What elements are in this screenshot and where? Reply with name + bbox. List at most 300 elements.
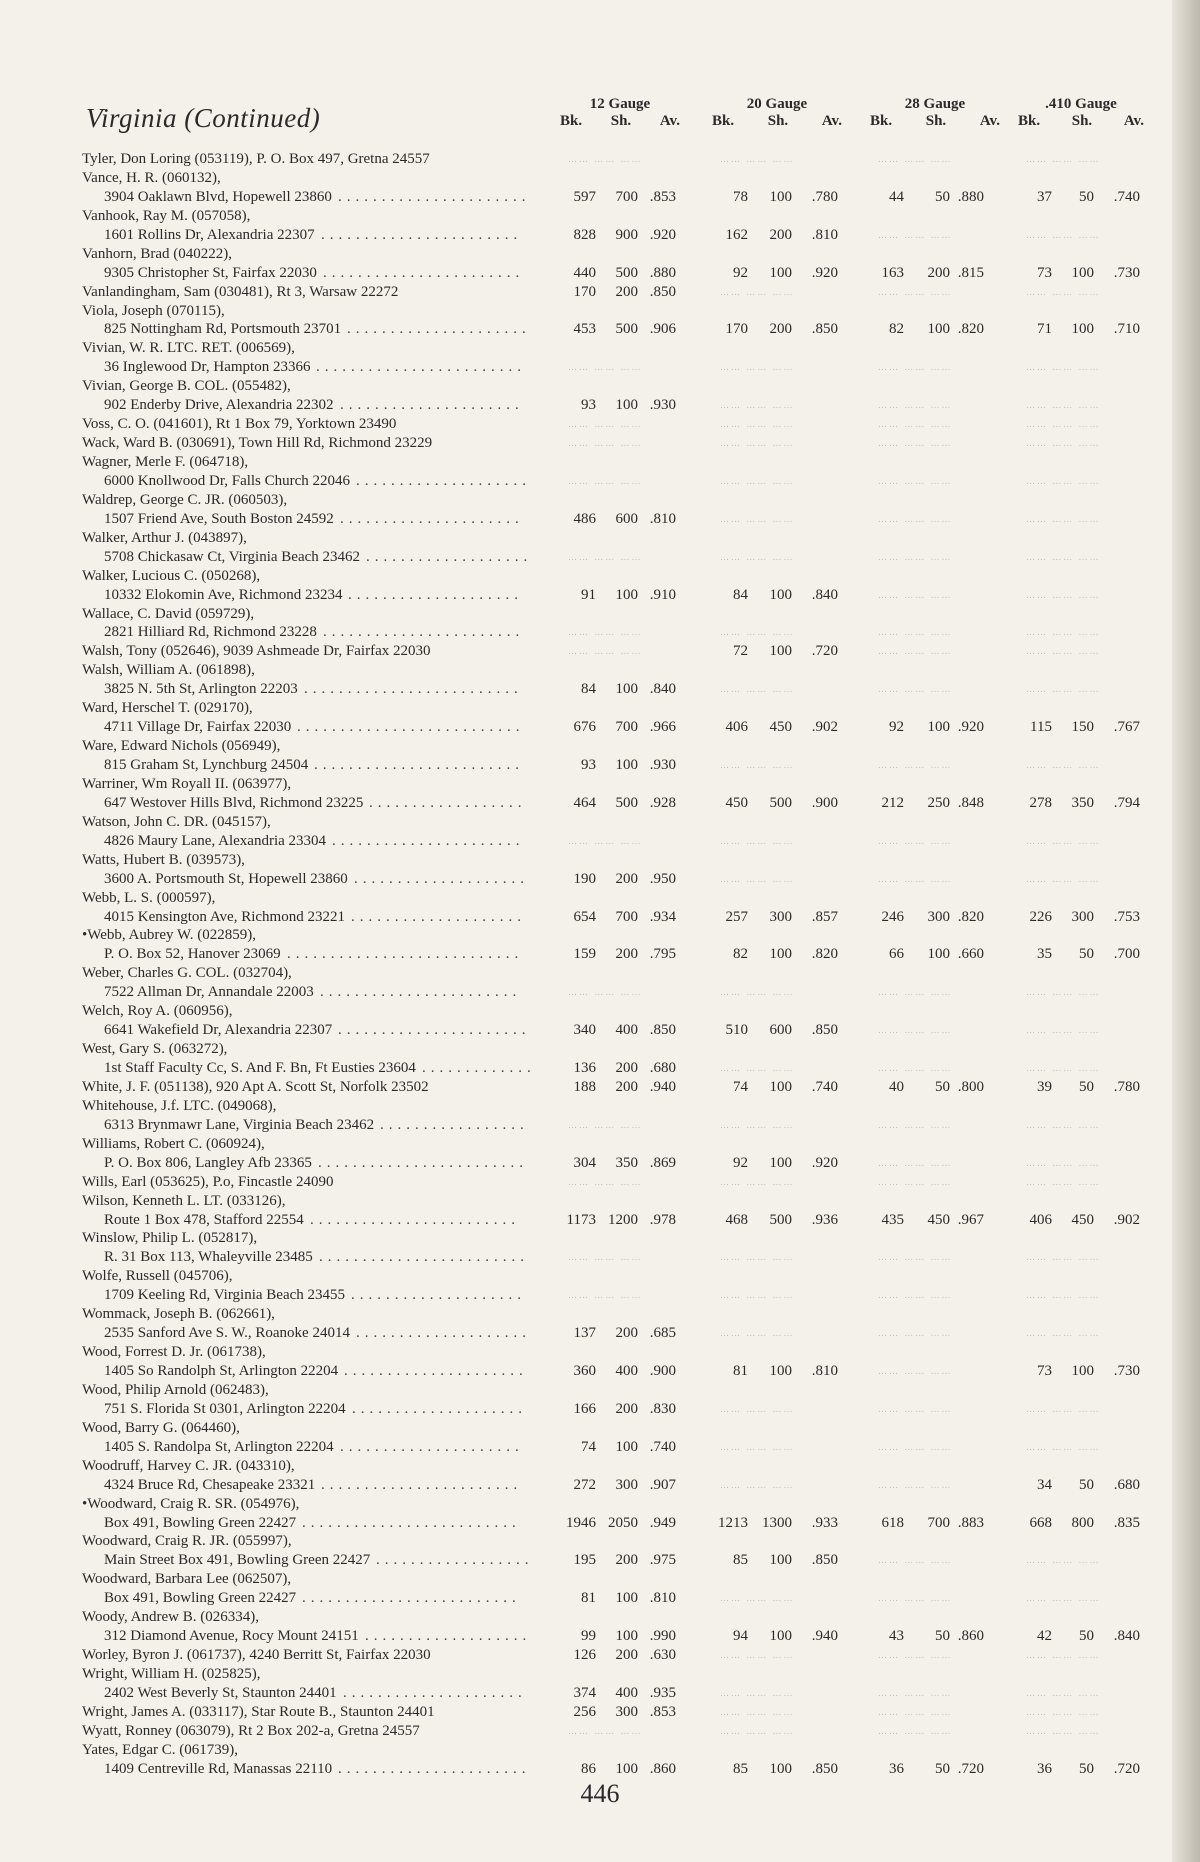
score-cell: 163 [881,264,904,281]
score-cell: 200 [769,321,792,338]
dot-leader: ................... [365,1628,532,1645]
score-cell: 84 [733,586,748,603]
empty-score-leader: …… …… …… [878,1119,953,1130]
score-cell: 166 [573,1400,596,1417]
score-cell: 450 [927,1211,950,1228]
score-cell: 78 [733,188,748,205]
member-entry [82,415,1142,434]
member-address: 902 Enderby Drive, Alexandria 22302 [104,397,334,414]
empty-score-leader: …… …… …… [720,400,795,411]
score-cell: 212 [881,794,904,811]
score-cell: 453 [573,321,596,338]
empty-score-leader: …… …… …… [1026,589,1101,600]
member-entry [82,1305,1142,1343]
dot-leader: .................... [356,1325,531,1342]
empty-score-leader: …… …… …… [1026,1555,1101,1566]
score-cell: 464 [573,794,596,811]
score-cell: .920 [957,719,984,736]
empty-score-leader: …… …… …… [720,1290,795,1301]
score-cell: 92 [889,719,904,736]
score-cell: 100 [615,1438,638,1455]
score-cell: 406 [1029,1211,1052,1228]
dot-leader: ......................... [302,1590,521,1607]
score-cell: 50 [935,188,950,205]
score-cell: .936 [811,1211,838,1228]
score-cell: 85 [733,1760,748,1777]
entry-name-line [82,434,1142,453]
member-address: 1st Staff Faculty Cc, S. And F. Bn, Ft Eusties 23604 [104,1060,416,1076]
score-cell: 81 [581,1590,596,1607]
score-cell: 400 [615,1363,638,1379]
entry-name-line [82,926,1142,945]
entry-name-line [82,1192,1142,1211]
empty-score-leader: …… …… …… [720,154,795,164]
empty-score-leader: …… …… …… [1026,1650,1101,1661]
score-cell: 100 [615,586,638,603]
entry-name-line [82,245,1142,264]
member-name: Williams, Robert C. (060924), [82,1135,265,1152]
empty-score-leader: …… …… …… [1026,873,1101,884]
score-cell: .848 [957,794,984,811]
empty-score-leader: …… …… …… [720,1119,795,1130]
empty-score-leader: …… …… …… [878,1366,953,1376]
entry-name-line [82,1343,1142,1362]
member-name: Whitehouse, J.f. LTC. (049068), [82,1097,277,1114]
empty-score-leader: …… …… …… [878,1593,953,1604]
member-name: Voss, C. O. (041601), Rt 1 Box 79, Yorktown 23490 [82,416,397,433]
member-address: 3825 N. 5th St, Arlington 22203 [104,681,298,698]
score-cell: 440 [573,264,596,281]
entry-name-line [82,1646,1142,1665]
score-cell: 200 [615,283,638,300]
member-name: Vanhook, Ray M. (057058), [82,207,251,224]
score-cell: 100 [927,719,950,736]
score-cell: 374 [573,1684,596,1701]
member-name: Vance, H. R. (060132), [82,169,221,186]
dot-leader: ................. [380,1116,529,1133]
member-name: Wallace, C. David (059729), [82,605,255,622]
score-cell: 100 [769,586,792,603]
member-name: Vivian, W. R. LTC. RET. (006569), [82,340,295,357]
score-cell: .880 [957,188,984,205]
entry-name-line [82,889,1142,908]
empty-score-leader: …… …… …… [568,551,643,562]
score-cell: .935 [649,1684,676,1701]
score-cell: 1300 [762,1514,792,1531]
entry-address-line [82,623,1142,642]
gauge-header [560,96,680,130]
score-cell: 37 [1037,188,1052,205]
entry-name-line [82,1570,1142,1589]
score-cell: 100 [1071,264,1094,281]
entry-address-line [82,1551,1142,1570]
score-cell: 159 [573,946,596,963]
empty-score-leader: …… …… …… [878,1290,953,1301]
entry-name-line [82,1173,1142,1192]
member-entry [82,434,1142,453]
empty-score-leader: …… …… …… [568,1725,643,1736]
dot-leader: ...................... [338,1760,531,1777]
score-cell: 170 [725,321,748,338]
empty-score-leader: …… …… …… [720,1441,795,1452]
score-cell: 93 [581,757,596,773]
score-cell: .934 [649,908,676,925]
empty-score-leader: …… …… …… [568,835,643,846]
score-cell: 300 [615,1476,638,1493]
member-address: 312 Diamond Avenue, Rocy Mount 24151 [104,1628,359,1645]
empty-score-leader: …… …… …… [878,684,953,695]
empty-score-leader: …… …… …… [1026,1403,1101,1414]
gauge-subheader: Bk. [870,113,893,129]
member-name: Woodruff, Harvey C. JR. (043310), [82,1457,295,1474]
member-entry [82,1419,1142,1457]
entry-address-line [82,1438,1142,1457]
empty-score-leader: …… …… …… [568,1290,643,1301]
empty-score-leader: …… …… …… [1026,1252,1101,1263]
score-cell: .800 [957,1078,984,1095]
score-cell: 100 [769,1760,792,1777]
score-cell: 150 [1071,719,1094,736]
member-name: Walsh, Tony (052646), 9039 Ashmeade Dr, Fairfax 22030 [82,643,431,660]
member-entry [82,1495,1142,1533]
member-name: Wommack, Joseph B. (062661), [82,1306,275,1323]
member-entry [82,283,1142,302]
entry-address-line [82,1684,1142,1703]
score-cell: .720 [957,1760,984,1777]
empty-score-leader: …… …… …… [878,551,953,562]
empty-score-leader: …… …… …… [720,760,795,770]
entry-address-line [82,1324,1142,1343]
empty-score-leader: …… …… …… [1026,1290,1101,1301]
score-cell: 400 [615,1022,638,1039]
member-name: Walker, Lucious C. (050268), [82,567,261,584]
entry-name-line [82,1305,1142,1324]
empty-score-leader: …… …… …… [878,589,953,600]
score-cell: .933 [811,1514,838,1531]
entry-name-line [82,302,1142,321]
member-address: 1709 Keeling Rd, Virginia Beach 23455 [104,1287,346,1304]
dot-leader: ..................... [344,1363,528,1379]
member-entry [82,377,1142,415]
empty-score-leader: …… …… …… [720,362,795,373]
member-address: 751 S. Florida St 0301, Arlington 22204 [104,1400,346,1417]
member-name: Wright, James A. (033117), Star Route B., Staunton 24401 [82,1703,435,1720]
dot-leader: ........................... [287,946,524,963]
empty-score-leader: …… …… …… [1026,627,1101,638]
dot-leader: .................. [376,1552,534,1569]
score-cell: .860 [957,1628,984,1645]
empty-score-leader: …… …… …… [1026,438,1101,449]
empty-score-leader: …… …… …… [720,1593,795,1604]
score-cell: .840 [649,681,676,698]
empty-score-leader: …… …… …… [1026,1706,1101,1717]
empty-score-leader: …… …… …… [720,835,795,846]
entry-name-line [82,169,1142,188]
score-cell: .753 [1113,908,1140,925]
score-cell: 200 [615,1078,638,1095]
empty-score-leader: …… …… …… [878,760,953,770]
empty-score-leader: …… …… …… [1026,987,1101,998]
empty-score-leader: …… …… …… [878,154,953,164]
empty-score-leader: …… …… …… [1026,1063,1101,1073]
member-address: 2402 West Beverly St, Staunton 24401 [104,1684,337,1701]
score-cell: .850 [811,1760,838,1777]
score-cell: 81 [733,1363,748,1379]
entry-name-line [82,150,1142,169]
score-cell: 256 [573,1703,596,1720]
gauge-header [712,96,842,130]
member-address: 6641 Wakefield Dr, Alexandria 22307 [104,1022,333,1039]
score-cell: 597 [573,188,596,205]
score-cell: 100 [615,397,638,414]
member-name: West, Gary S. (063272), [82,1041,228,1058]
score-cell: 50 [1079,188,1094,205]
empty-score-leader: …… …… …… [878,1725,953,1736]
gauge-subheader: Sh. [610,113,632,129]
member-address: 1601 Rollins Dr, Alexandria 22307 [104,226,315,243]
entry-name-line [82,661,1142,680]
empty-score-leader: …… …… …… [878,362,953,373]
member-address: 3904 Oaklawn Blvd, Hopewell 23860 [104,188,332,205]
score-cell: .740 [1113,188,1140,205]
member-entry [82,889,1142,927]
entry-address-line [82,832,1142,851]
member-entry [82,339,1142,377]
score-cell: .660 [957,946,984,963]
dot-leader: .................... [356,472,531,489]
score-cell: .850 [811,1022,838,1039]
member-name: Wyatt, Ronney (063079), Rt 2 Box 202-a, Gretna 24557 [82,1722,420,1739]
entry-address-line [82,756,1142,775]
entry-address-line [82,226,1142,245]
entry-name-line [82,964,1142,983]
gauge-subheader: Bk. [1018,113,1041,129]
empty-score-leader: …… …… …… [720,1706,795,1717]
member-entry [82,699,1142,737]
empty-score-leader: …… …… …… [720,438,795,449]
gauge-subheaders [560,113,680,130]
score-cell: 500 [615,321,638,338]
member-address: 6313 Brynmawr Lane, Virginia Beach 23462 [104,1116,375,1133]
empty-score-leader: …… …… …… [720,627,795,638]
member-address: 6000 Knollwood Dr, Falls Church 22046 [104,472,351,489]
entry-address-line [82,908,1142,927]
member-address: 7522 Allman Dr, Annandale 22003 [104,984,314,1001]
dot-leader: ....................... [321,1476,523,1493]
score-cell: .930 [649,757,676,773]
empty-score-leader: …… …… …… [720,1252,795,1263]
entry-address-line [82,510,1142,529]
dot-leader: ....................... [323,624,525,641]
score-cell: 618 [881,1514,904,1531]
score-cell: 99 [581,1628,596,1645]
dot-leader: .................. [369,794,527,811]
empty-score-leader: …… …… …… [1026,1119,1101,1130]
member-entry [82,1722,1142,1741]
score-cell: 71 [1037,321,1052,338]
entry-address-line [82,983,1142,1002]
score-cell: 468 [725,1211,748,1228]
page-edge [1172,0,1200,1862]
score-cell: 654 [573,908,596,925]
member-address: 9305 Christopher St, Fairfax 22030 [104,264,317,281]
score-cell: 700 [615,908,638,925]
gauge-name: 12 Gauge [589,96,651,112]
empty-score-leader: …… …… …… [1026,1157,1101,1168]
score-cell: 450 [725,794,748,811]
member-entry [82,1741,1142,1779]
empty-score-leader: …… …… …… [1026,760,1101,770]
score-cell: .853 [649,188,676,205]
score-cell: 200 [615,1400,638,1417]
gauge-subheader: Bk. [560,113,583,129]
score-cell: 100 [1071,1363,1094,1379]
member-name: Weber, Charles G. COL. (032704), [82,965,292,982]
empty-score-leader: …… …… …… [720,1403,795,1414]
member-address: R. 31 Box 113, Whaleyville 23485 [104,1249,313,1266]
empty-score-leader: …… …… …… [720,684,795,695]
entry-name-line [82,415,1142,434]
member-address: 2535 Sanford Ave S. W., Roanoke 24014 [104,1325,350,1342]
member-name: Walker, Arthur J. (043897), [82,529,247,546]
member-name: Wood, Philip Arnold (062483), [82,1381,269,1398]
score-cell: 450 [769,719,792,736]
score-cell: 82 [733,946,748,963]
gauge-subheader: Av. [821,113,842,129]
empty-score-leader: …… …… …… [1026,551,1101,562]
score-cell: .630 [649,1647,676,1664]
entry-name-line [82,699,1142,718]
empty-score-leader: …… …… …… [878,1555,953,1566]
member-entry [82,1173,1142,1192]
score-cell: 510 [725,1022,748,1039]
entry-address-line [82,586,1142,605]
member-entry [82,1703,1142,1722]
score-cell: 36 [1037,1760,1052,1777]
score-cell: 246 [881,908,904,925]
score-cell: 1200 [608,1211,638,1228]
score-cell: .920 [811,264,838,281]
entry-name-line [82,1267,1142,1286]
empty-score-leader: …… …… …… [720,873,795,884]
empty-score-leader: …… …… …… [568,987,643,998]
score-cell: .869 [649,1154,676,1171]
score-cell: 188 [573,1078,596,1095]
dot-leader: ......................... [304,681,523,698]
score-cell: 200 [615,1647,638,1664]
score-cell: 600 [615,510,638,527]
empty-score-leader: …… …… …… [720,286,795,297]
score-cell: 136 [573,1060,596,1076]
entry-name-line [82,1097,1142,1116]
member-address: 1507 Friend Ave, South Boston 24592 [104,510,334,527]
score-cell: 272 [573,1476,596,1493]
entry-address-line [82,718,1142,737]
empty-score-leader: …… …… …… [1026,684,1101,695]
score-cell: 300 [615,1703,638,1720]
entry-address-line [82,1154,1142,1173]
dot-leader: .................... [351,1287,526,1304]
member-name: Wack, Ward B. (030691), Town Hill Rd, Richmond 23229 [82,435,433,452]
score-cell: .840 [1113,1628,1140,1645]
member-entry [82,1381,1142,1419]
score-cell: .680 [649,1060,676,1076]
score-cell: 92 [733,264,748,281]
dot-leader: ..................... [340,1438,524,1455]
dot-leader: ...................... [332,832,525,849]
entry-address-line [82,264,1142,283]
entry-address-line [82,1627,1142,1646]
score-cell: .975 [649,1552,676,1569]
member-entry [82,207,1142,245]
empty-score-leader: …… …… …… [568,627,643,638]
score-cell: 100 [615,1628,638,1645]
score-cell: .857 [811,908,838,925]
member-address: 4324 Bruce Rd, Chesapeake 23321 [104,1476,316,1493]
score-cell: 100 [927,946,950,963]
empty-score-leader: …… …… …… [878,1157,953,1168]
score-cell: 137 [573,1325,596,1342]
member-address: 2821 Hilliard Rd, Richmond 23228 [104,624,317,641]
entry-address-line [82,1589,1142,1608]
score-cell: 700 [615,719,638,736]
empty-score-leader: …… …… …… [1026,286,1101,297]
member-address: 3600 A. Portsmouth St, Hopewell 23860 [104,870,348,887]
member-name: Wilson, Kenneth L. LT. (033126), [82,1192,286,1209]
gauge-name: 20 Gauge [746,96,808,112]
score-cell: .906 [649,321,676,338]
member-entry [82,567,1142,605]
empty-score-leader: …… …… …… [878,229,953,240]
empty-score-leader: …… …… …… [1026,835,1101,846]
entry-name-line [82,207,1142,226]
entry-name-line [82,851,1142,870]
member-name: Warriner, Wm Royall II. (063977), [82,775,292,792]
score-cell: .966 [649,719,676,736]
dot-leader: .................... [348,586,523,603]
score-cell: 73 [1037,1363,1052,1379]
page-title: Virginia (Continued) [86,103,321,133]
score-cell: 100 [615,681,638,698]
score-cell: 94 [733,1628,748,1645]
score-cell: 100 [769,643,792,660]
score-cell: 40 [889,1078,904,1095]
score-cell: 360 [573,1363,596,1379]
member-name: Watson, John C. DR. (045157), [82,813,271,830]
score-cell: 73 [1037,264,1052,281]
member-entry [82,1040,1142,1078]
score-cell: 50 [935,1760,950,1777]
entry-name-line [82,567,1142,586]
empty-score-leader: …… …… …… [1026,1441,1101,1452]
member-entry [82,1192,1142,1230]
entry-address-line [82,1116,1142,1135]
score-cell: 42 [1037,1628,1052,1645]
dot-leader: ...................... [338,1022,531,1039]
score-cell: 200 [615,1325,638,1342]
score-cell: .880 [649,264,676,281]
score-cell: 486 [573,510,596,527]
score-cell: .950 [649,870,676,887]
member-address: 825 Nottingham Rd, Portsmouth 23701 [104,321,342,338]
empty-score-leader: …… …… …… [878,400,953,411]
score-cell: .720 [811,643,838,660]
member-address: Box 491, Bowling Green 22427 [104,1514,297,1531]
score-cell: 500 [769,1211,792,1228]
entry-address-line [82,1400,1142,1419]
member-entry [82,302,1142,340]
score-cell: 50 [1079,1760,1094,1777]
